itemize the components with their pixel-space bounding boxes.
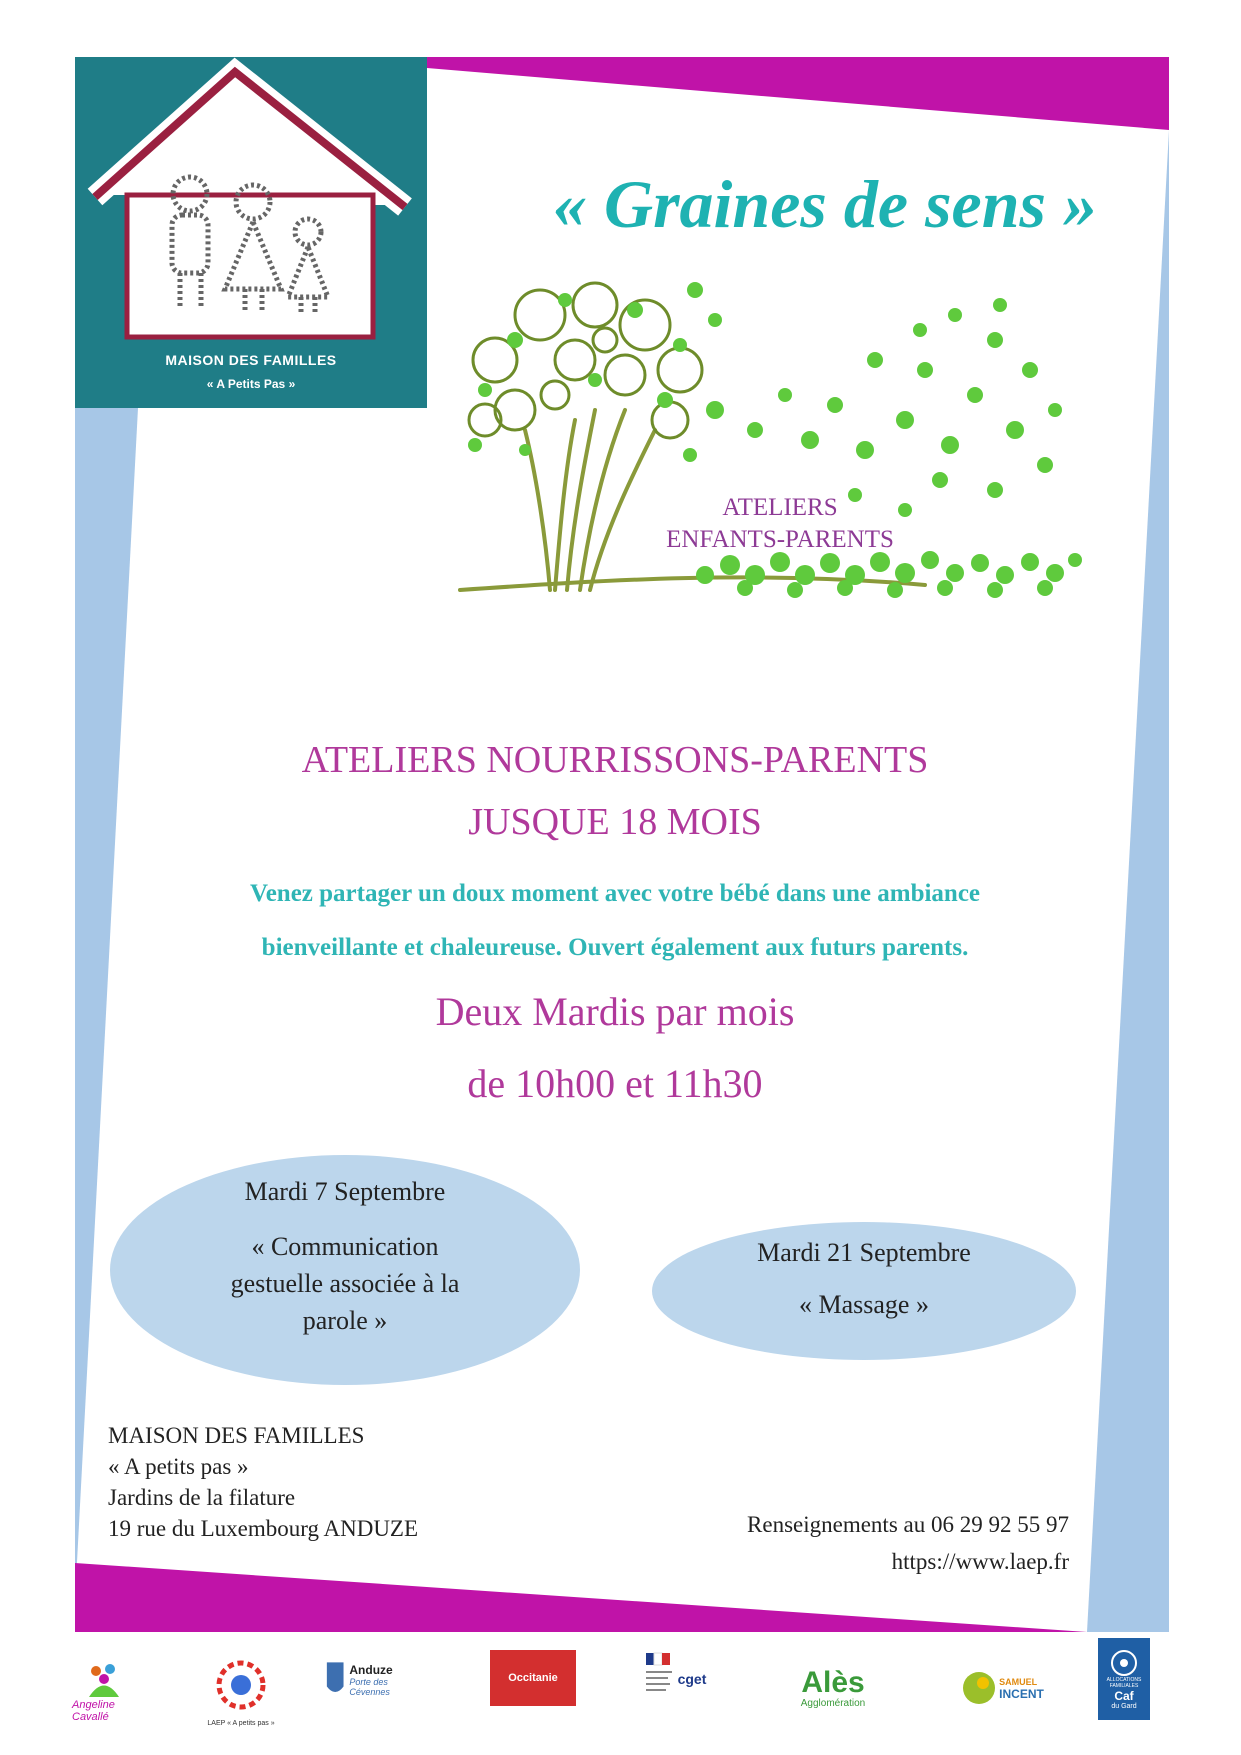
- partner-logo-angeline: [72, 1646, 136, 1736]
- partner-logo-samuel-vincent-top: SAMUEL: [999, 1677, 1038, 1687]
- heading-line2: JUSQUE 18 MOIS: [468, 801, 762, 843]
- partner-logo-occitanie-text: Occitanie: [508, 1672, 558, 1684]
- partner-logo-caf-line4: du Gard: [1111, 1702, 1137, 1710]
- partner-logo-ales: [783, 1658, 883, 1718]
- intro-line1: Venez partager un doux moment avec votre bébé dans une ambiance: [249, 880, 981, 907]
- address-line4: 19 rue du Luxembourg ANDUZE: [108, 1516, 419, 1541]
- partner-logo-occitanie: [490, 1650, 576, 1706]
- contact-website[interactable]: https://www.laep.fr: [891, 1549, 1069, 1574]
- partner-logo-ales-text: Alès: [801, 1665, 865, 1699]
- partner-logo-caf-line1: ALLOCATIONS: [1106, 1676, 1142, 1683]
- partner-logo-anduze-sub: Porte des Cévennes: [349, 1677, 390, 1697]
- maison-des-familles-logo: [75, 57, 427, 408]
- partner-logo-anduze-title: Anduze: [349, 1663, 393, 1677]
- event-2-date: Mardi 21 Septembre: [757, 1238, 971, 1267]
- heading-line1: ATELIERS NOURRISSONS-PARENTS: [301, 739, 929, 781]
- intro-line2: bienveillante et chaleureuse. Ouvert également aux futurs parents.: [261, 934, 969, 961]
- anduze-shield-icon: [325, 1659, 345, 1701]
- tree-label-line2: ENFANTS-PARENTS: [666, 526, 894, 553]
- event-1-line2: gestuelle associée à la: [230, 1269, 460, 1298]
- ball-player-icon: [961, 1670, 997, 1706]
- tree-illustration: [455, 270, 1095, 610]
- partner-logo-laep: [205, 1638, 277, 1738]
- address-block: [108, 1420, 418, 1544]
- address-line3: Jardins de la filature: [108, 1485, 296, 1510]
- contact-phone: Renseignements au 06 29 92 55 97: [747, 1512, 1069, 1537]
- page-title: « Graines de sens »: [552, 166, 1098, 242]
- partner-logos: [0, 1628, 1241, 1748]
- partner-logo-ales-sub: Agglomération: [800, 1697, 866, 1709]
- logo-name: MAISON DES FAMILLES: [165, 352, 337, 368]
- partner-logo-anduze: [325, 1650, 425, 1710]
- partner-logo-cget-text: cget: [677, 1671, 707, 1687]
- event-1-line1: « Communication: [251, 1232, 439, 1261]
- people-icon: [84, 1659, 124, 1699]
- event-1-description: [110, 1228, 580, 1339]
- partner-logo-angeline-text: Angeline Cavallé: [72, 1699, 115, 1723]
- tree-label: [620, 492, 940, 556]
- partner-logo-caf-line3: Caf: [1114, 1688, 1134, 1703]
- event-1-line3: parole »: [302, 1306, 388, 1335]
- children-circle-icon: [216, 1650, 266, 1720]
- schedule-line1: Deux Mardis par mois: [435, 989, 795, 1034]
- partner-logo-prefecture-cget: [640, 1648, 710, 1710]
- partner-logo-samuel-vincent: [955, 1658, 1050, 1718]
- partner-logo-laep-text: LAEP « A petits pas »: [207, 1719, 275, 1727]
- address-line1: MAISON DES FAMILLES: [108, 1423, 365, 1448]
- event-2-line1: « Massage »: [799, 1290, 929, 1319]
- partner-logo-caf-line2: FAMILIALES: [1109, 1682, 1139, 1689]
- address-line2: « A petits pas »: [108, 1454, 249, 1479]
- tree-label-line1: ATELIERS: [722, 494, 838, 521]
- magenta-top-band: [427, 57, 1169, 130]
- event-1-date: Mardi 7 Septembre: [244, 1177, 446, 1206]
- partner-logo-samuel-vincent-text: INCENT: [999, 1687, 1044, 1701]
- marianne-flag-icon: [644, 1649, 674, 1709]
- logo-subtitle: « A Petits Pas »: [206, 377, 296, 391]
- caf-star-icon: [1109, 1649, 1139, 1677]
- schedule-line2: de 10h00 et 11h30: [467, 1061, 763, 1106]
- partner-logo-caf: [1098, 1638, 1150, 1720]
- event-2-description: [652, 1286, 1076, 1323]
